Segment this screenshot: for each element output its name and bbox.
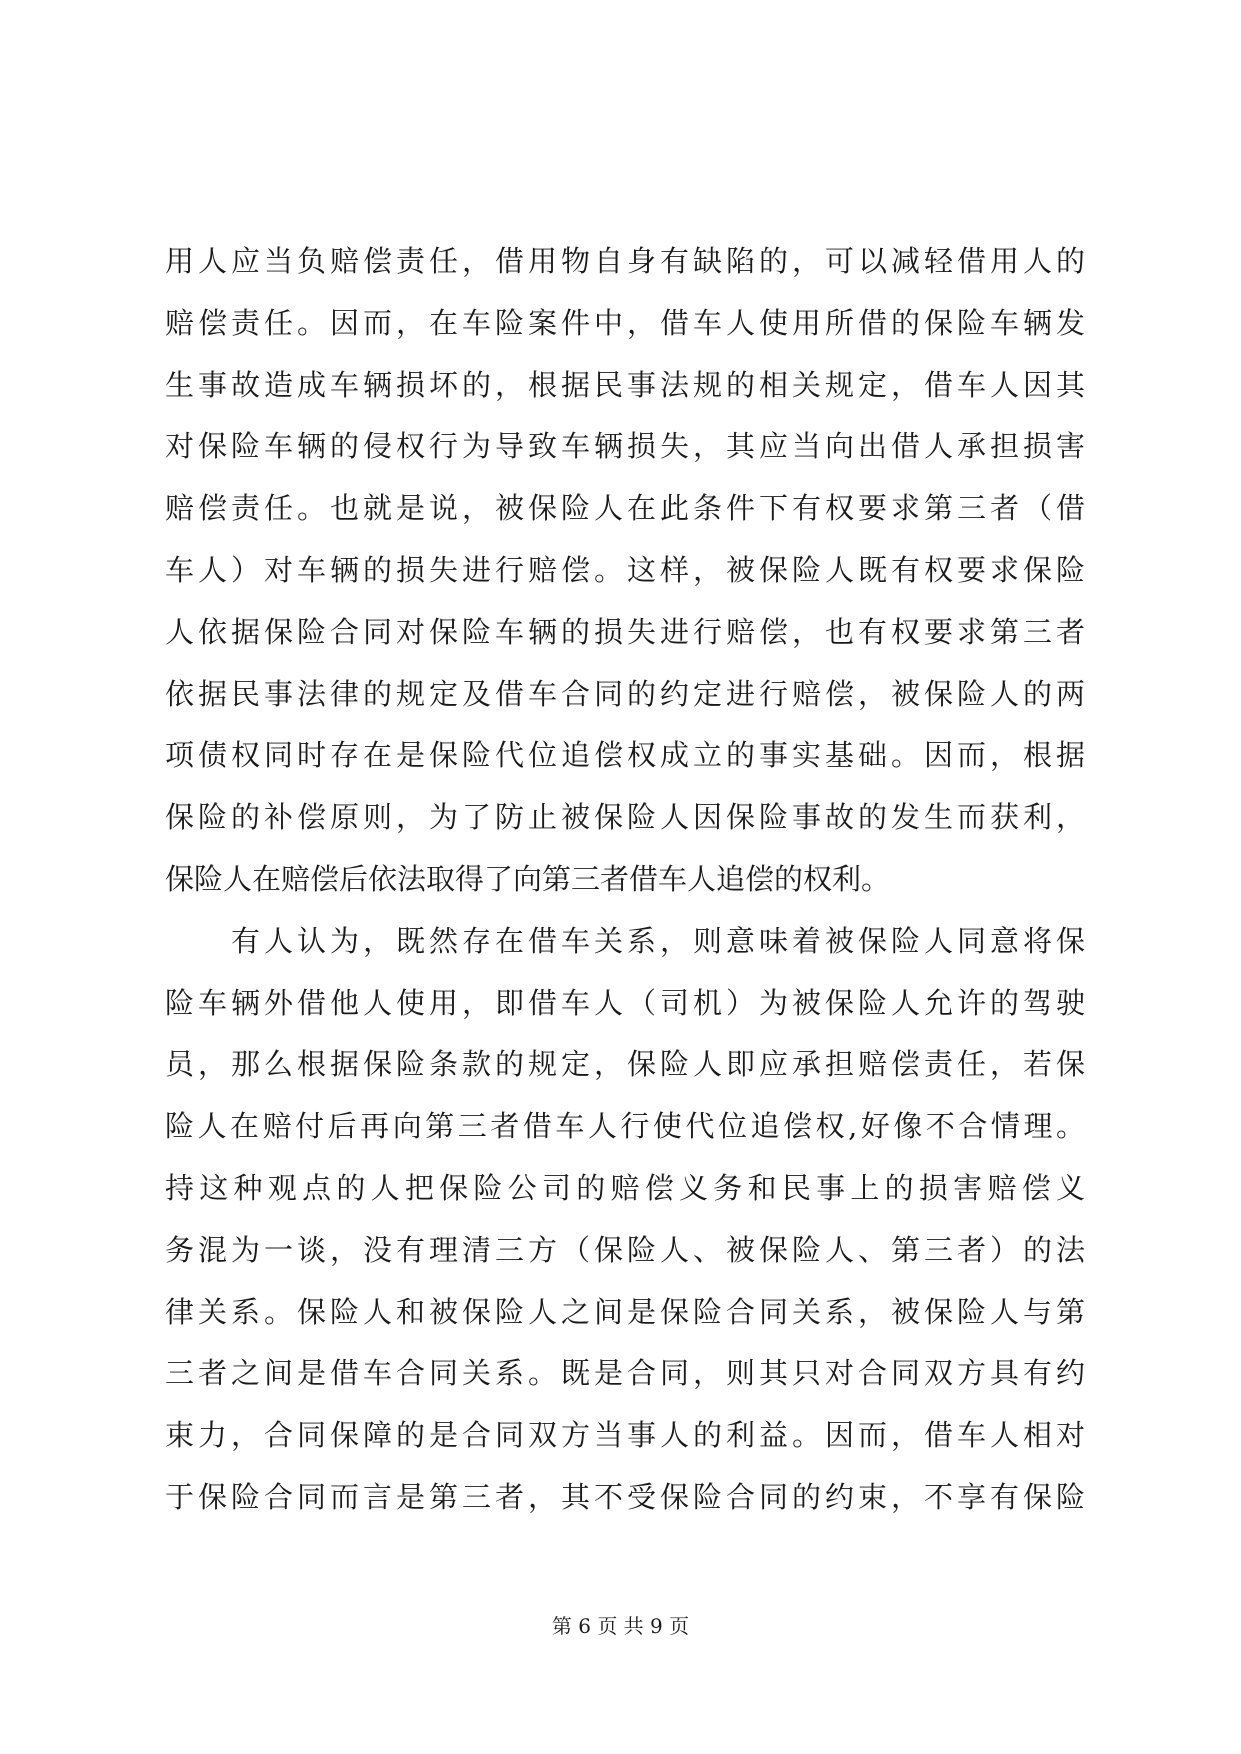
text-line: 律关系。保险人和被保险人之间是保险合同关系，被保险人与第 [165,1294,1085,1329]
text-line: 险车辆外借他人使用，即借车人（司机）为被保险人允许的驾驶 [165,985,1085,1020]
text-line: 对保险车辆的侵权行为导致车辆损失，其应当向出借人承担损害 [165,429,1085,464]
text-line: 车人）对车辆的损失进行赔偿。这样，被保险人既有权要求保险 [165,552,1085,587]
text-line: 险人在赔付后再向第三者借车人行使代位追偿权,好像不合情理。 [165,1109,1085,1144]
text-line: 于保险合同而言是第三者，其不受保险合同的约束，不享有保险 [165,1479,1085,1514]
text-line: 人依据保险合同对保险车辆的损失进行赔偿，也有权要求第三者 [165,614,1085,649]
text-line: 赔偿责任。也就是说，被保险人在此条件下有权要求第三者（借 [165,491,1085,526]
document-body [165,231,1085,1529]
text-line: 有人认为，既然存在借车关系，则意味着被保险人同意将保 [165,923,1085,958]
text-line: 用人应当负赔偿责任，借用物自身有缺陷的，可以减轻借用人的 [165,244,1085,278]
text-line: 保险的补偿原则，为了防止被保险人因保险事故的发生而获利， [165,800,1085,835]
text-line: 务混为一谈，没有理清三方（保险人、被保险人、第三者）的法 [165,1232,1085,1267]
text-line: 三者之间是借车合同关系。既是合同，则其只对合同双方具有约 [165,1356,1085,1391]
text-line: 束力，合同保障的是合同双方当事人的利益。因而，借车人相对 [165,1418,1085,1453]
text-line: 持这种观点的人把保险公司的赔偿义务和民事上的损害赔偿义 [165,1170,1085,1205]
text-line: 项债权同时存在是保险代位追偿权成立的事实基础。因而，根据 [165,738,1085,773]
text-line: 生事故造成车辆损坏的，根据民事法规的相关规定，借车人因其 [165,367,1085,402]
text-line: 保险人在赔偿后依法取得了向第三者借车人追偿的权利。 [165,861,891,896]
text-line: 赔偿责任。因而，在车险案件中，借车人使用所借的保险车辆发 [165,305,1085,340]
page-footer: 第 6 页 共 9 页 [551,1614,690,1638]
text-line: 依据民事法律的规定及借车合同的约定进行赔偿，被保险人的两 [165,676,1085,711]
text-line: 员，那么根据保险条款的规定，保险人即应承担赔偿责任，若保 [165,1047,1085,1082]
